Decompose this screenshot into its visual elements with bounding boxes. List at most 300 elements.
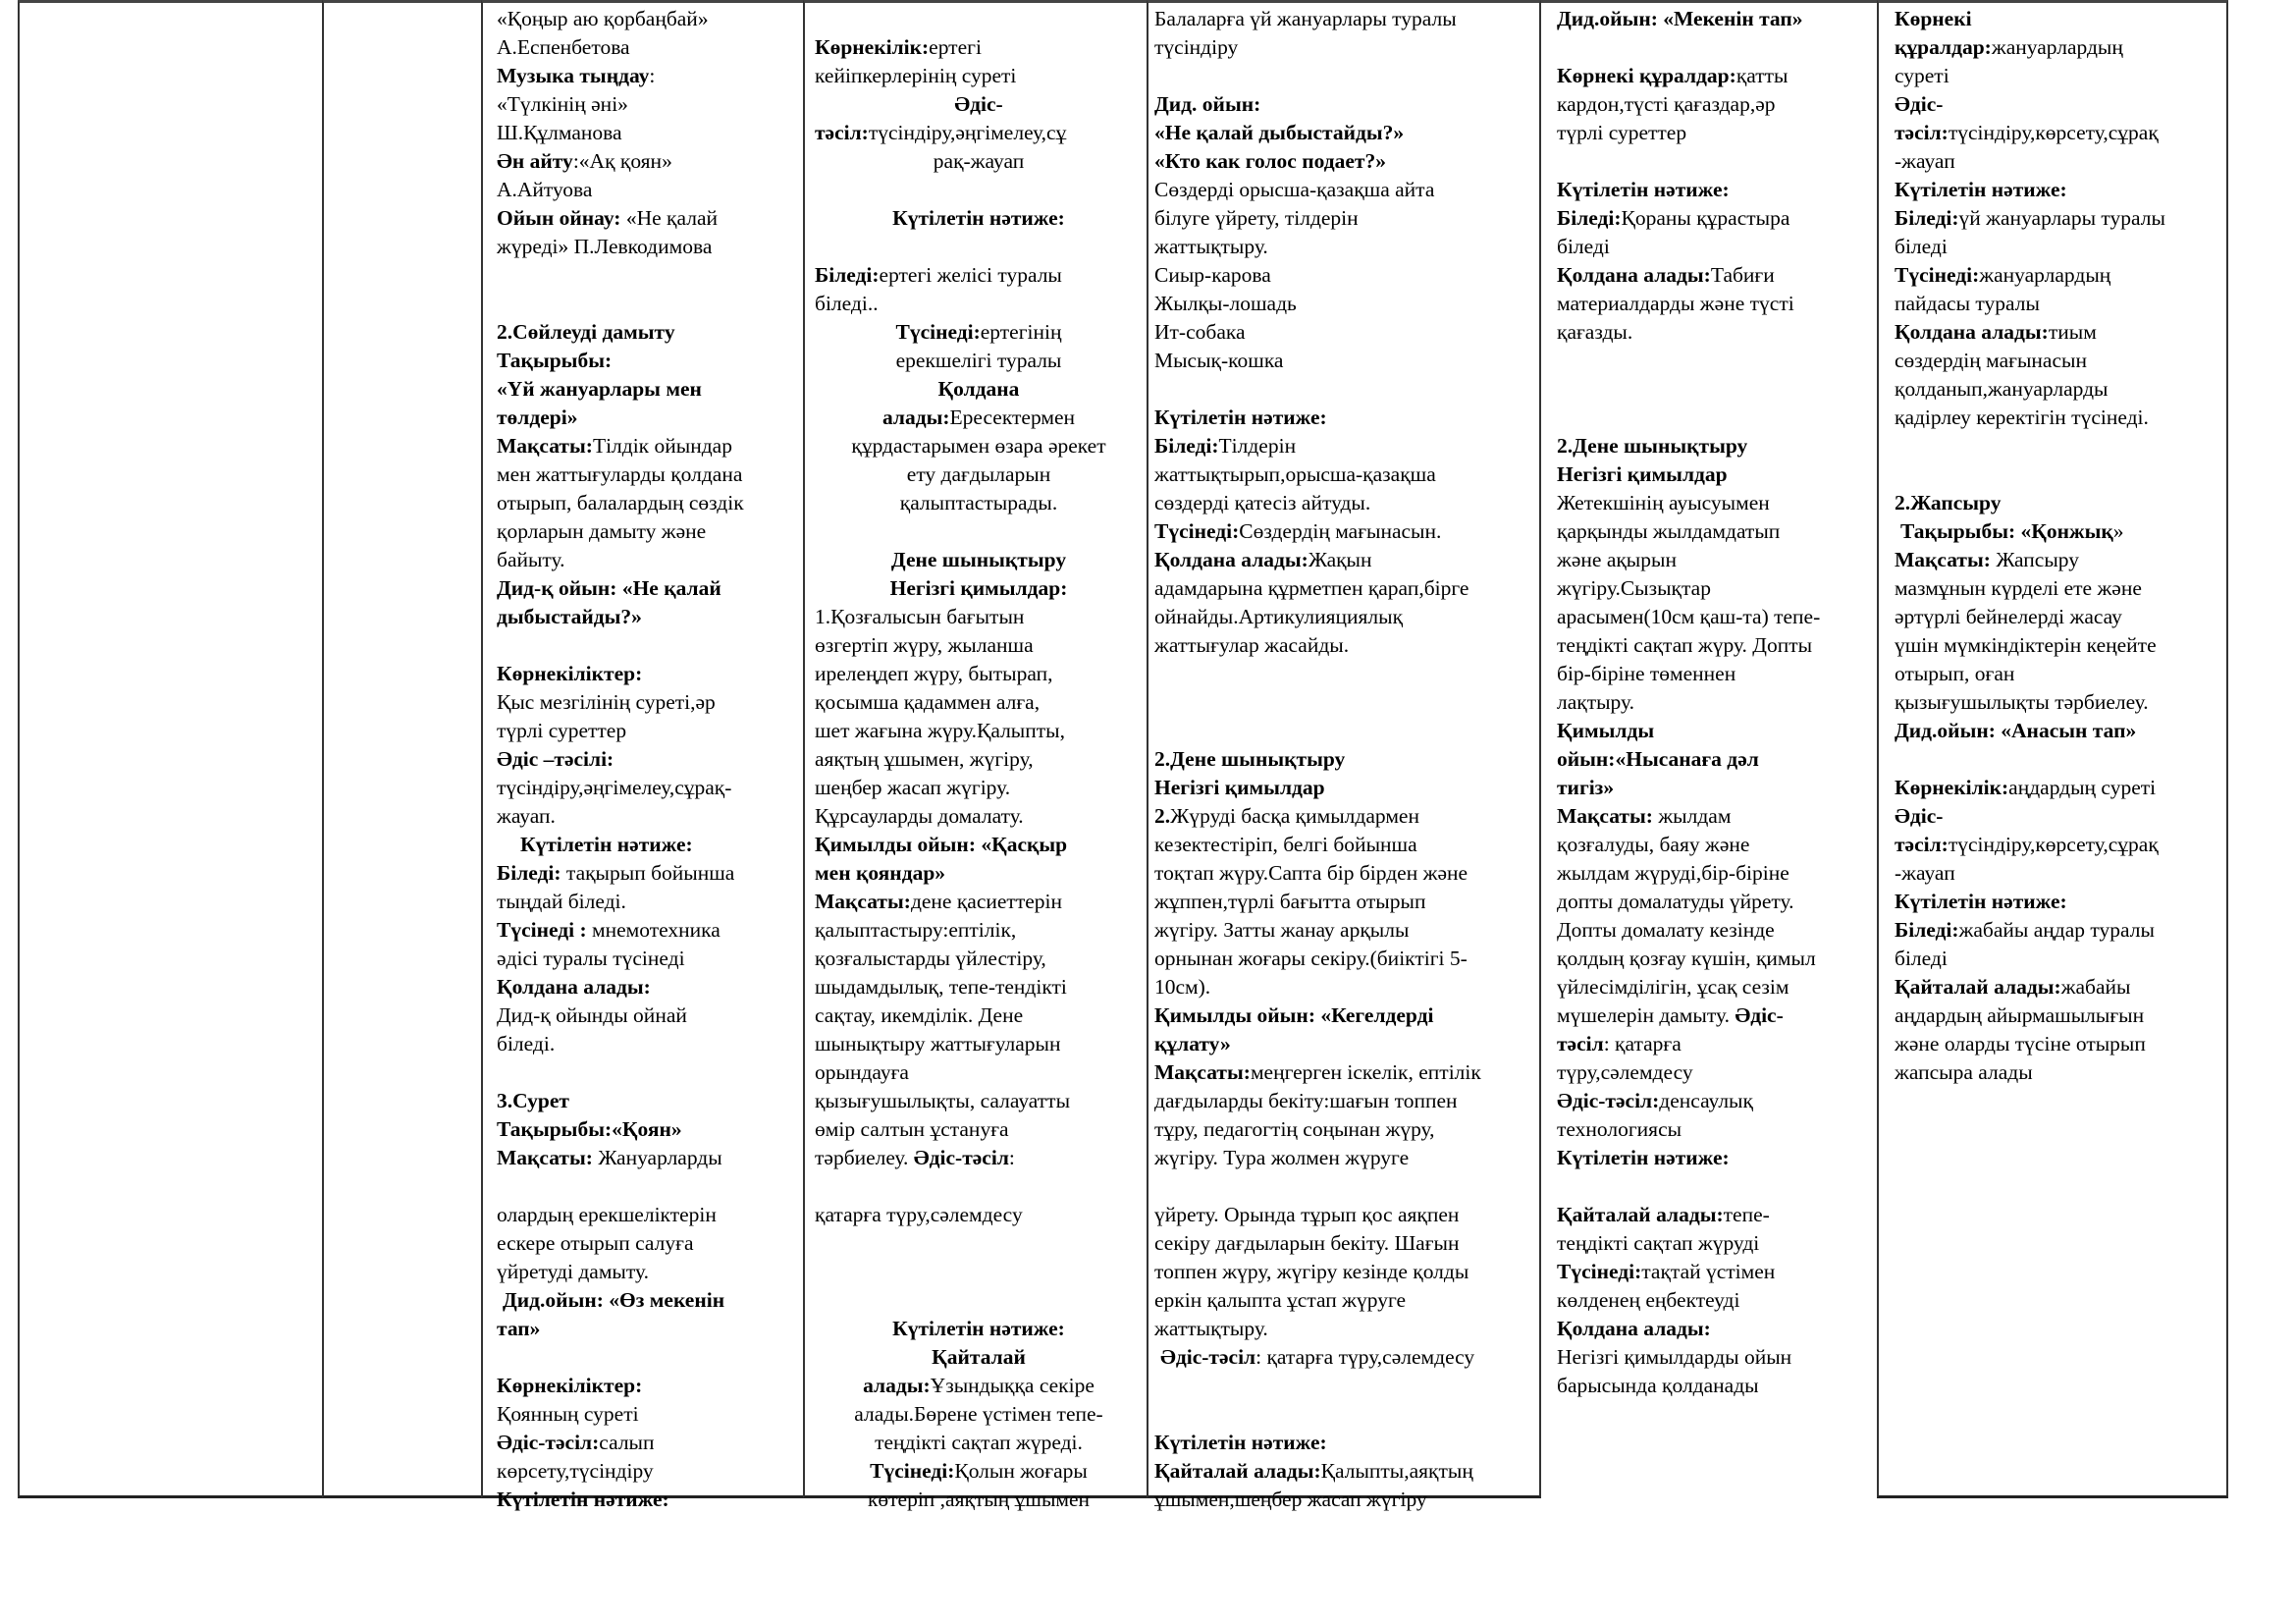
text-run: теңдікті сақтап жүреді. bbox=[875, 1431, 1083, 1454]
text-run: дағдыларды бекіту:шағын топпен bbox=[1154, 1089, 1458, 1112]
text-run: шеңбер жасап жүгіру. bbox=[815, 776, 1011, 799]
text-run: Допты домалату кезінде bbox=[1557, 918, 1775, 942]
text-run: тәрбиелеу. bbox=[815, 1146, 914, 1169]
text-line bbox=[1557, 517, 1873, 546]
text-line bbox=[815, 1372, 1143, 1400]
text-line bbox=[497, 62, 799, 90]
text-line bbox=[1154, 1286, 1533, 1315]
text-line bbox=[1154, 546, 1533, 574]
text-run: жүгіру.Сызықтар bbox=[1557, 576, 1711, 600]
text-run: Сөздердің мағынасын. bbox=[1239, 519, 1442, 543]
text-line bbox=[1895, 204, 2220, 233]
text-line bbox=[815, 5, 1143, 33]
bold-run: Көрнекілік: bbox=[1895, 776, 2009, 799]
text-run: көлденең еңбектеуді bbox=[1557, 1288, 1740, 1312]
text-line bbox=[1557, 1087, 1873, 1115]
text-line bbox=[497, 1115, 799, 1144]
text-line bbox=[1154, 33, 1533, 62]
text-run: Қолын жоғары bbox=[954, 1459, 1088, 1483]
text-line bbox=[815, 1343, 1143, 1372]
text-line bbox=[1154, 1144, 1533, 1172]
text-run: қатты bbox=[1735, 64, 1789, 87]
text-line bbox=[497, 1486, 799, 1514]
text-line bbox=[1895, 517, 2220, 546]
text-run: Жүруді басқа қимылдармен bbox=[1170, 804, 1419, 828]
bold-run: Қимылды bbox=[1557, 719, 1655, 742]
bold-run: 2.Дене шынықтыру bbox=[1154, 747, 1346, 771]
bold-run: алады: bbox=[863, 1374, 931, 1397]
text-line bbox=[1557, 290, 1873, 318]
text-line bbox=[497, 233, 799, 261]
text-line bbox=[497, 404, 799, 432]
text-run: сақтау, икемділік. Дене bbox=[815, 1003, 1024, 1027]
text-line bbox=[1557, 1201, 1873, 1229]
text-line bbox=[1557, 1058, 1873, 1087]
bold-run: Әдіс- bbox=[1895, 804, 1944, 828]
text-run: олардың ерекшеліктерін bbox=[497, 1203, 717, 1226]
text-line bbox=[815, 204, 1143, 233]
text-run: 10см). bbox=[1154, 975, 1211, 999]
text-line bbox=[497, 147, 799, 176]
text-line bbox=[1154, 660, 1533, 688]
bold-run: Мақсаты: bbox=[497, 1146, 599, 1169]
text-line bbox=[815, 945, 1143, 973]
text-run: допты домалатуды үйрету. bbox=[1557, 890, 1794, 913]
text-line bbox=[1154, 945, 1533, 973]
bold-run: Көрнекіліктер: bbox=[497, 1374, 643, 1397]
text-line bbox=[815, 717, 1143, 745]
text-run: :«Ақ қоян» bbox=[572, 149, 672, 173]
text-line bbox=[1895, 774, 2220, 802]
text-line bbox=[497, 916, 799, 945]
cell-text bbox=[1895, 5, 2220, 1087]
text-line bbox=[497, 33, 799, 62]
text-line bbox=[497, 1172, 799, 1201]
text-line bbox=[1557, 774, 1873, 802]
bold-run: Қайталай bbox=[932, 1345, 1026, 1369]
text-line bbox=[815, 318, 1143, 347]
text-run: үйрету. Орында тұрып қос аяқпен bbox=[1154, 1203, 1460, 1226]
text-line bbox=[497, 432, 799, 460]
bold-run: Ойын ойнау: bbox=[497, 206, 626, 230]
text-line bbox=[497, 1400, 799, 1429]
text-line bbox=[1895, 945, 2220, 973]
text-line bbox=[1154, 688, 1533, 717]
bold-run: Түсінеді: bbox=[1154, 519, 1240, 543]
text-run: денсаулық bbox=[1659, 1089, 1753, 1112]
text-line bbox=[815, 233, 1143, 261]
text-run: ету дағдыларын bbox=[906, 462, 1051, 486]
bold-run: «Кто как голос подает?» bbox=[1154, 149, 1386, 173]
text-line bbox=[815, 1058, 1143, 1087]
text-run: -жауап bbox=[1895, 861, 1955, 885]
text-run: жылдам жүруді,бір-біріне bbox=[1557, 861, 1789, 885]
text-run: шынықтыру жаттығуларын bbox=[815, 1032, 1061, 1056]
text-run: құрдастарымен өзара әрекет bbox=[851, 434, 1106, 458]
text-line bbox=[1154, 90, 1533, 119]
text-run: түсіндіру,әңгімелеу,сұ bbox=[868, 121, 1067, 144]
text-run: білуге үйрету, тілдерін bbox=[1154, 206, 1359, 230]
text-line bbox=[1154, 1486, 1533, 1514]
text-line bbox=[1154, 517, 1533, 546]
text-run: және оларды түсіне отырып bbox=[1895, 1032, 2146, 1056]
text-line bbox=[1154, 603, 1533, 631]
text-line bbox=[815, 1001, 1143, 1030]
bold-run: дыбыстайды?» bbox=[497, 605, 642, 628]
bold-run: Күтілетін нәтиже: bbox=[1895, 890, 2067, 913]
bold-run: тап» bbox=[497, 1317, 541, 1340]
bold-run: Дид. ойын: bbox=[1154, 92, 1261, 116]
text-run: біледі bbox=[1557, 235, 1610, 258]
text-line bbox=[1154, 1229, 1533, 1258]
text-run: : қатарға bbox=[1603, 1032, 1682, 1056]
text-line bbox=[815, 688, 1143, 717]
bold-run: Музыка тыңдау bbox=[497, 64, 650, 87]
text-line bbox=[1154, 574, 1533, 603]
text-line bbox=[497, 631, 799, 660]
bold-run: Дид.ойын: «Мекенін тап» bbox=[1557, 7, 1803, 30]
text-line bbox=[497, 90, 799, 119]
bold-run: Әдіс-тәсіл bbox=[1160, 1345, 1256, 1369]
text-line bbox=[1895, 33, 2220, 62]
text-run: А.Айтуова bbox=[497, 178, 593, 201]
text-run: материалдарды және түсті bbox=[1557, 292, 1794, 315]
bold-run: 2.Дене шынықтыру bbox=[1557, 434, 1748, 458]
text-line bbox=[1154, 1001, 1533, 1030]
text-line bbox=[815, 1457, 1143, 1486]
text-line bbox=[1895, 1001, 2220, 1030]
text-line bbox=[1895, 347, 2220, 375]
text-line bbox=[497, 888, 799, 916]
text-line bbox=[497, 1087, 799, 1115]
text-run: мнемотехника bbox=[592, 918, 721, 942]
text-run: өзгертіп жүру, жыланша bbox=[815, 633, 1034, 657]
bold-run: Қимылды ойын: «Қасқыр bbox=[815, 833, 1068, 856]
text-line bbox=[1154, 717, 1533, 745]
text-run: жүгіру. Тура жолмен жүруге bbox=[1154, 1146, 1410, 1169]
text-line bbox=[1154, 347, 1533, 375]
text-run: Балаларға үй жануарлары туралы bbox=[1154, 7, 1457, 30]
text-run: : қатарға түру,сәлемдесу bbox=[1255, 1345, 1475, 1369]
text-line bbox=[1895, 574, 2220, 603]
bold-run: Мақсаты: bbox=[497, 434, 593, 458]
text-line bbox=[497, 1258, 799, 1286]
text-line bbox=[815, 1144, 1143, 1172]
bold-run: Түсінеді: bbox=[895, 320, 981, 344]
text-line bbox=[815, 660, 1143, 688]
table-cell-col-3 bbox=[481, 0, 805, 1511]
text-run: секіру дағдыларын бекіту. Шағын bbox=[1154, 1231, 1460, 1255]
text-run: тұру, педагогтің соңынан жүру, bbox=[1154, 1117, 1435, 1141]
text-line bbox=[1154, 1258, 1533, 1286]
text-line bbox=[1154, 1315, 1533, 1343]
text-line bbox=[815, 147, 1143, 176]
text-line bbox=[497, 603, 799, 631]
text-line bbox=[815, 517, 1143, 546]
bold-run: Қолдана алады: bbox=[497, 975, 651, 999]
text-line bbox=[497, 945, 799, 973]
text-run: Жануарларды bbox=[598, 1146, 722, 1169]
text-run: орнынан жоғары секіру.(биіктігі 5- bbox=[1154, 947, 1468, 970]
text-line bbox=[1154, 916, 1533, 945]
bold-run: Күтілетін нәтиже: bbox=[1557, 1146, 1730, 1169]
text-line bbox=[1895, 432, 2220, 460]
text-line bbox=[815, 888, 1143, 916]
text-line bbox=[1154, 1372, 1533, 1400]
bold-run: 2. bbox=[1154, 804, 1171, 828]
text-run: Тілдерін bbox=[1218, 434, 1297, 458]
text-run: Жақын bbox=[1308, 548, 1372, 571]
text-run: үй жануарлары туралы bbox=[1958, 206, 2165, 230]
text-line bbox=[1557, 631, 1873, 660]
text-line bbox=[1154, 831, 1533, 859]
text-run: : bbox=[649, 64, 656, 87]
text-line bbox=[1154, 1457, 1533, 1486]
text-run: лақтыру. bbox=[1557, 690, 1634, 714]
text-run: жабайы аңдар туралы bbox=[1958, 918, 2155, 942]
text-line bbox=[1154, 489, 1533, 517]
text-run: қозғалыстарды үйлестіру, bbox=[815, 947, 1046, 970]
text-run: ерекшелігі туралы bbox=[895, 349, 1062, 372]
text-line bbox=[1557, 1030, 1873, 1058]
text-run: ирелеңдеп жүру, бытырап, bbox=[815, 662, 1053, 685]
bold-run: Күтілетін нәтиже: bbox=[892, 1317, 1065, 1340]
text-run: қызығушылықты, салауатты bbox=[815, 1089, 1071, 1112]
text-line bbox=[815, 261, 1143, 290]
table-cell-col-7 bbox=[1877, 0, 2228, 1498]
text-line bbox=[497, 375, 799, 404]
text-line bbox=[1154, 1115, 1533, 1144]
text-line bbox=[1557, 1372, 1873, 1400]
bold-run: Әдіс- bbox=[1735, 1003, 1784, 1027]
text-line bbox=[815, 1315, 1143, 1343]
text-run: қалыптастырады. bbox=[899, 491, 1058, 514]
text-line bbox=[497, 1229, 799, 1258]
bold-run: Қимылды ойын: «Кегелдерді bbox=[1154, 1003, 1434, 1027]
text-run: тақырып бойынша bbox=[565, 861, 735, 885]
text-line bbox=[1557, 176, 1873, 204]
text-line bbox=[497, 517, 799, 546]
cell-text bbox=[1557, 5, 1873, 1400]
text-run: қалыптастыру:ептілік, bbox=[815, 918, 1017, 942]
text-run: -жауап bbox=[1895, 149, 1955, 173]
bold-run: Қолдана алады: bbox=[1557, 263, 1711, 287]
text-line bbox=[815, 831, 1143, 859]
text-line bbox=[1154, 1201, 1533, 1229]
text-run: Ұзындыққа секіре bbox=[930, 1374, 1095, 1397]
text-run: сөздердің мағынасын bbox=[1895, 349, 2087, 372]
text-line bbox=[1557, 147, 1873, 176]
text-run: үйретуді дамыту. bbox=[497, 1260, 649, 1283]
cell-text bbox=[815, 5, 1143, 1514]
text-line bbox=[1895, 603, 2220, 631]
text-line bbox=[815, 802, 1143, 831]
bold-run: тәсіл: bbox=[815, 121, 869, 144]
text-line bbox=[497, 1144, 799, 1172]
text-line bbox=[1895, 460, 2220, 489]
text-line bbox=[1895, 261, 2220, 290]
bold-run: құлату» bbox=[1154, 1032, 1231, 1056]
text-run: технологиясы bbox=[1557, 1117, 1682, 1141]
text-line bbox=[1154, 745, 1533, 774]
table-cell-col-1 bbox=[18, 0, 324, 1498]
text-line bbox=[815, 176, 1143, 204]
text-line bbox=[1557, 1115, 1873, 1144]
text-run: рақ-жауап bbox=[933, 149, 1025, 173]
bold-run: 3.Сурет bbox=[497, 1089, 569, 1112]
text-run: көтеріп ,аяқтың ұшымен bbox=[867, 1488, 1091, 1511]
bold-run: тәсіл bbox=[1557, 1032, 1604, 1056]
text-line bbox=[1895, 717, 2220, 745]
bold-run: Негізгі қимылдар: bbox=[889, 576, 1068, 600]
text-line bbox=[1154, 147, 1533, 176]
text-run: ертегінің bbox=[980, 320, 1062, 344]
text-line bbox=[1895, 859, 2220, 888]
text-run: салып bbox=[599, 1431, 655, 1454]
text-line bbox=[1557, 973, 1873, 1001]
text-line bbox=[497, 546, 799, 574]
bold-run: 2.Жапсыру bbox=[1895, 491, 2002, 514]
text-line bbox=[497, 1201, 799, 1229]
text-run: қағазды. bbox=[1557, 320, 1633, 344]
text-run: Құрсауларды домалату. bbox=[815, 804, 1024, 828]
text-run: қатарға түру,сәлемдесу bbox=[815, 1203, 1023, 1226]
text-line bbox=[1154, 261, 1533, 290]
text-run: аяқтың ұшымен, жүгіру, bbox=[815, 747, 1034, 771]
text-run: Ш.Құлманова bbox=[497, 121, 622, 144]
text-line bbox=[1557, 1286, 1873, 1315]
text-line bbox=[497, 774, 799, 802]
bold-run: Қайталай алады: bbox=[1154, 1459, 1321, 1483]
text-line bbox=[815, 290, 1143, 318]
text-run: тиым bbox=[2048, 320, 2097, 344]
text-line bbox=[497, 290, 799, 318]
text-run: жұппен,түрлі бағытта отырып bbox=[1154, 890, 1426, 913]
text-line bbox=[1895, 688, 2220, 717]
bold-run: Дид.ойын: «Өз мекенін bbox=[503, 1288, 725, 1312]
text-line bbox=[1895, 660, 2220, 688]
text-line bbox=[1895, 745, 2220, 774]
text-line bbox=[497, 1457, 799, 1486]
text-run: бір-біріне төменнен bbox=[1557, 662, 1736, 685]
text-line bbox=[1895, 1058, 2220, 1087]
text-line bbox=[815, 574, 1143, 603]
text-line bbox=[815, 1486, 1143, 1514]
text-run: және ақырын bbox=[1557, 548, 1677, 571]
text-line bbox=[1557, 347, 1873, 375]
text-run: «Түлкінің әні» bbox=[497, 92, 628, 116]
text-line bbox=[815, 859, 1143, 888]
text-run: Жапсыру bbox=[1996, 548, 2080, 571]
text-run: түсіндіру,көрсету,сұрақ bbox=[1948, 121, 2159, 144]
text-run: қозғалуды, баяу және bbox=[1557, 833, 1750, 856]
text-run: жануарлардың bbox=[1979, 263, 2111, 287]
bold-run: Көрнекі құралдар: bbox=[1557, 64, 1736, 87]
text-line bbox=[1557, 1229, 1873, 1258]
text-run: түрлі суреттер bbox=[497, 719, 627, 742]
text-line bbox=[1154, 1429, 1533, 1457]
text-line bbox=[1895, 233, 2220, 261]
text-line bbox=[1557, 119, 1873, 147]
bold-run: Әдіс –тәсілі: bbox=[497, 747, 614, 771]
text-run: жүреді» П.Левкодимова bbox=[497, 235, 713, 258]
text-run: жануарлардың bbox=[1991, 35, 2123, 59]
text-line bbox=[497, 1030, 799, 1058]
text-line bbox=[1557, 432, 1873, 460]
text-line bbox=[1557, 1315, 1873, 1343]
text-line bbox=[1557, 888, 1873, 916]
text-line bbox=[1154, 1343, 1533, 1372]
text-run: отырып, балалардың сөздік bbox=[497, 491, 744, 514]
text-line bbox=[815, 1229, 1143, 1258]
text-line bbox=[497, 831, 799, 859]
text-run: ертегі желісі туралы bbox=[879, 263, 1062, 287]
text-line bbox=[1557, 603, 1873, 631]
text-line bbox=[815, 1201, 1143, 1229]
text-line bbox=[1895, 147, 2220, 176]
text-line bbox=[497, 347, 799, 375]
text-line bbox=[1557, 233, 1873, 261]
text-run: қадірлеу керектігін түсінеді. bbox=[1895, 406, 2149, 429]
text-run: отырып, оған bbox=[1895, 662, 2015, 685]
text-line bbox=[815, 916, 1143, 945]
text-run: қосымша қадаммен алға, bbox=[815, 690, 1041, 714]
table-cell-col-2 bbox=[322, 0, 483, 1498]
text-line bbox=[1154, 1058, 1533, 1087]
text-run: теңдікті сақтап жүру. Допты bbox=[1557, 633, 1813, 657]
bold-run: мен қояндар» bbox=[815, 861, 946, 885]
bold-run: Қолдана bbox=[937, 377, 1020, 401]
text-run: тыңдай біледі. bbox=[497, 890, 626, 913]
text-line bbox=[1895, 546, 2220, 574]
text-line bbox=[1557, 1343, 1873, 1372]
bold-run: Қайталай алады: bbox=[1895, 975, 2061, 999]
bold-run: «Үй жануарлары мен bbox=[497, 377, 702, 401]
text-line bbox=[815, 432, 1143, 460]
bold-run: тәсіл: bbox=[1895, 121, 1949, 144]
bold-run: Күтілетін нәтиже: bbox=[520, 833, 693, 856]
text-run: алады.Бөрене үстімен тепе- bbox=[854, 1402, 1103, 1426]
bold-run: Тақырыбы: bbox=[497, 349, 613, 372]
text-run: сөздерді қатесіз айтуды. bbox=[1154, 491, 1371, 514]
text-line bbox=[1154, 176, 1533, 204]
text-run: мүшелерін дамыту. bbox=[1557, 1003, 1735, 1027]
text-line bbox=[815, 1087, 1143, 1115]
text-run: Тілдік ойындар bbox=[592, 434, 732, 458]
text-line bbox=[497, 1372, 799, 1400]
cell-text bbox=[1154, 5, 1533, 1514]
text-line bbox=[1154, 62, 1533, 90]
text-run: Жылқы-лошадь bbox=[1154, 292, 1297, 315]
text-line bbox=[1557, 916, 1873, 945]
bold-run: Түсінеді: bbox=[1557, 1260, 1642, 1283]
text-run: аңдардың суреті bbox=[2008, 776, 2157, 799]
text-run: біледі. bbox=[497, 1032, 556, 1056]
text-run: жүгіру. Затты жанау арқылы bbox=[1154, 918, 1410, 942]
text-line bbox=[1557, 688, 1873, 717]
text-line bbox=[1557, 1258, 1873, 1286]
text-line bbox=[1557, 945, 1873, 973]
text-line bbox=[815, 1286, 1143, 1315]
text-run: Қалыпты,аяқтың bbox=[1320, 1459, 1473, 1483]
text-run: шыдамдылық, тепе-тендікті bbox=[815, 975, 1067, 999]
bold-run: Күтілетін нәтиже: bbox=[1895, 178, 2067, 201]
bold-run: Мақсаты: bbox=[1895, 548, 1997, 571]
text-line bbox=[497, 261, 799, 290]
text-run: жаттықтырып,орысша-қазақша bbox=[1154, 462, 1436, 486]
bold-run: төлдері» bbox=[497, 406, 578, 429]
text-line bbox=[497, 1429, 799, 1457]
